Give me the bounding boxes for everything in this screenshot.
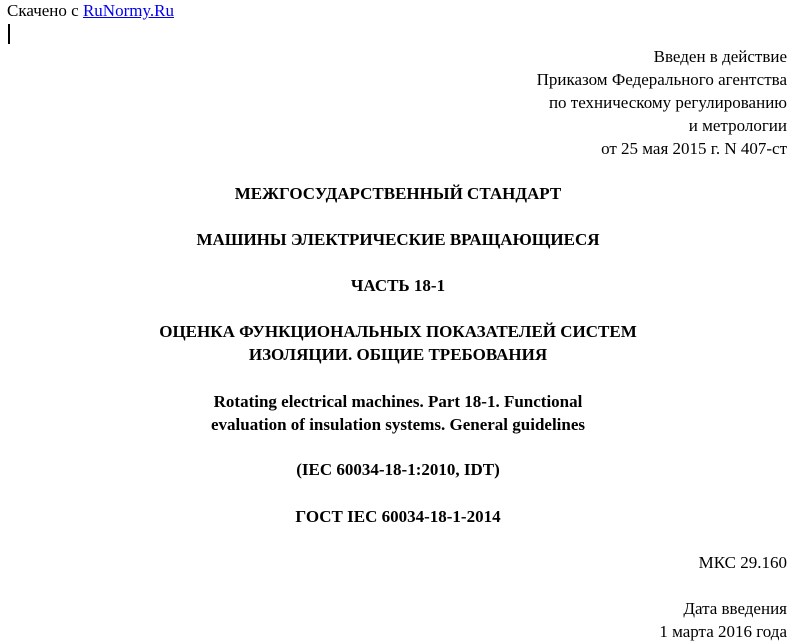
download-prefix: Скачено с <box>7 1 83 20</box>
main-title-heading <box>0 228 790 251</box>
introduction-label: Дата введения <box>683 599 787 618</box>
introduction-date: 1 марта 2016 года <box>659 622 787 641</box>
subtitle-heading <box>0 320 790 366</box>
standard-type-text: МЕЖГОСУДАРСТВЕННЫЙ СТАНДАРТ <box>234 184 562 203</box>
gost-number-text: ГОСТ IEC 60034-18-1-2014 <box>295 507 501 526</box>
enactment-line: по техническому регулированию <box>548 93 787 112</box>
english-title <box>0 390 790 436</box>
main-title-text: МАШИНЫ ЭЛЕКТРИЧЕСКИЕ ВРАЩАЮЩИЕСЯ <box>196 230 600 249</box>
enactment-line: Введен в действие <box>653 47 787 66</box>
gost-number <box>0 505 790 528</box>
english-title-line: evaluation of insulation systems. General guidelines <box>210 415 586 434</box>
subtitle-line: ИЗОЛЯЦИИ. ОБЩИЕ ТРЕБОВАНИЯ <box>248 345 548 364</box>
standard-type-heading <box>0 182 790 205</box>
runormy-link[interactable]: RuNormy.Ru <box>82 1 174 20</box>
download-source <box>7 1 174 21</box>
iec-reference-text: (IEC 60034-18-1:2010, IDT) <box>296 460 500 479</box>
text-cursor <box>8 24 10 44</box>
enactment-order-line: от 25 мая 2015 г. N 407-ст <box>601 139 787 158</box>
mks-code: МКС 29.160 <box>698 553 787 572</box>
part-heading <box>0 274 790 297</box>
enactment-block <box>537 45 787 160</box>
iec-reference <box>0 458 790 481</box>
mks-classification <box>699 551 787 574</box>
introduction-date-block <box>659 597 787 643</box>
english-title-line: Rotating electrical machines. Part 18-1. Functional <box>213 392 583 411</box>
subtitle-line: ОЦЕНКА ФУНКЦИОНАЛЬНЫХ ПОКАЗАТЕЛЕЙ СИСТЕМ <box>159 322 637 341</box>
enactment-line: Приказом Федерального агентства <box>536 70 787 89</box>
enactment-line: и метрологии <box>688 116 787 135</box>
part-text: ЧАСТЬ 18-1 <box>350 276 446 295</box>
